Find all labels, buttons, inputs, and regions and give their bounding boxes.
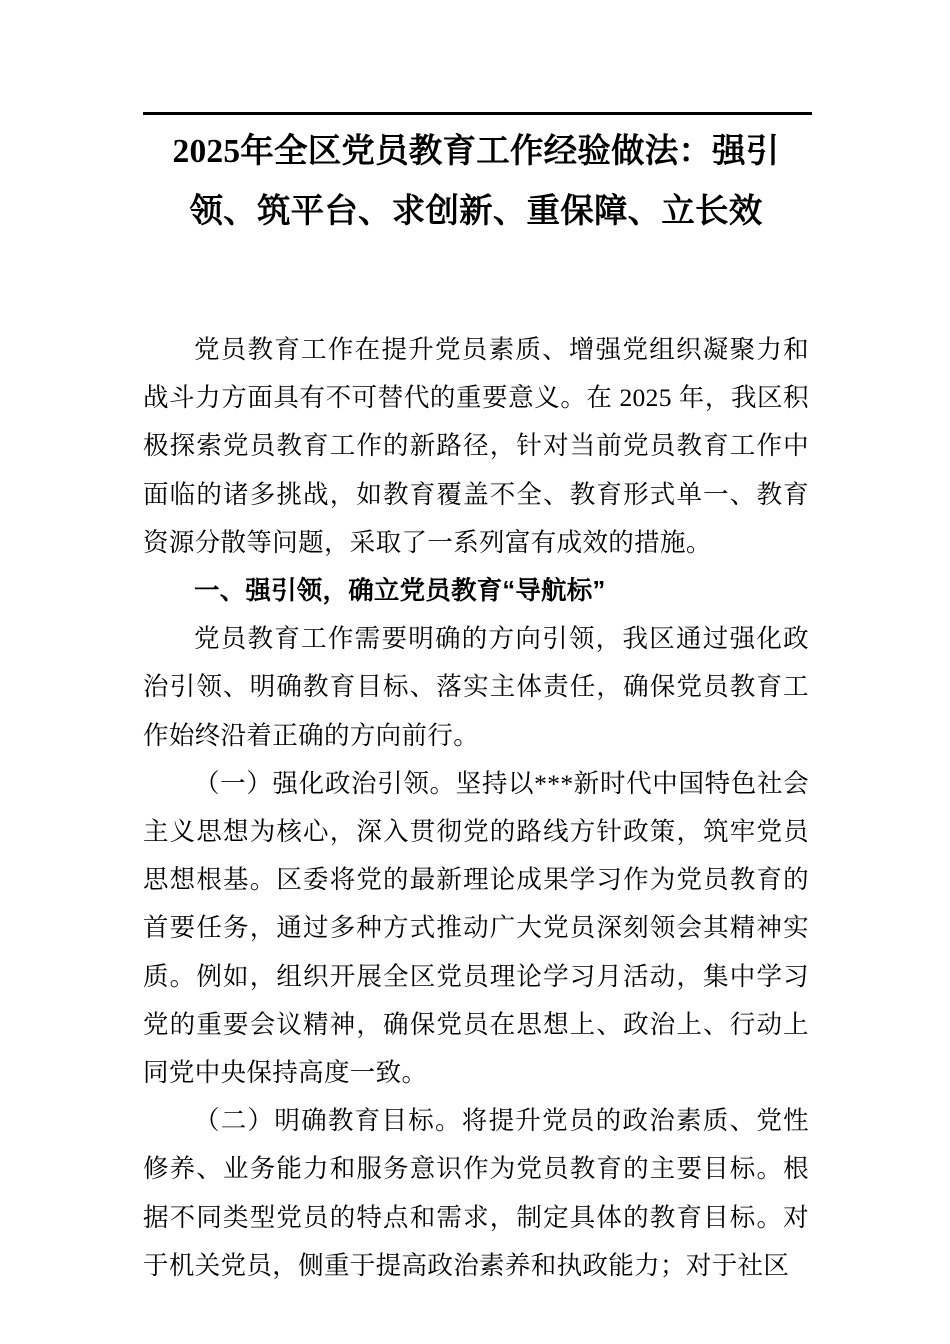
header-rule — [143, 112, 812, 116]
title-spacer — [143, 242, 809, 326]
subsection-1-1-paragraph: （一）强化政治引领。坚持以***新时代中国特色社会主义思想为核心，深入贯彻党的路线方针政策，筑牢党员思想根基。区委将党的最新理论成果学习作为党员教育的首要任务，通过多种方式推动广大党员深刻领会其精神实质。例如，组织开展全区党员理论学习月活动，集中学习党的重要会议精神，确保党员在思想上、政治上、行动上同党中央保持高度一致。 — [143, 768, 809, 1088]
page-title: 2025年全区党员教育工作经验做法：强引领、筑平台、求创新、重保障、立长效 — [172, 133, 780, 230]
section-heading-1: 一、强引领，确立党员教育“导航标” — [194, 577, 606, 606]
header-rule-line — [143, 112, 812, 115]
intro-paragraph: 党员教育工作在提升党员素质、增强党组织凝聚力和战斗力方面具有不可替代的重要意义。在 2025 年，我区积极探索党员教育工作的新路径，针对当前党员教育工作中面临的诸多挑战，如教育覆盖不全、教育形式单一、教育资源分散等问题，采取了一系列富有成效的措施。 — [143, 335, 809, 557]
subsection-1-2-paragraph: （二）明确教育目标。将提升党员的政治素质、党性修养、业务能力和服务意识作为党员教育的主要目标。根据不同类型党员的特点和需求，制定具体的教育目标。对于机关党员，侧重于提高政治素养和执政能力；对于社区 — [143, 1106, 809, 1280]
document-content — [143, 122, 809, 1290]
section-1-lead-paragraph: 党员教育工作需要明确的方向引领，我区通过强化政治引领、明确教育目标、落实主体责任，确保党员教育工作始终沿着正确的方向前行。 — [143, 624, 809, 750]
